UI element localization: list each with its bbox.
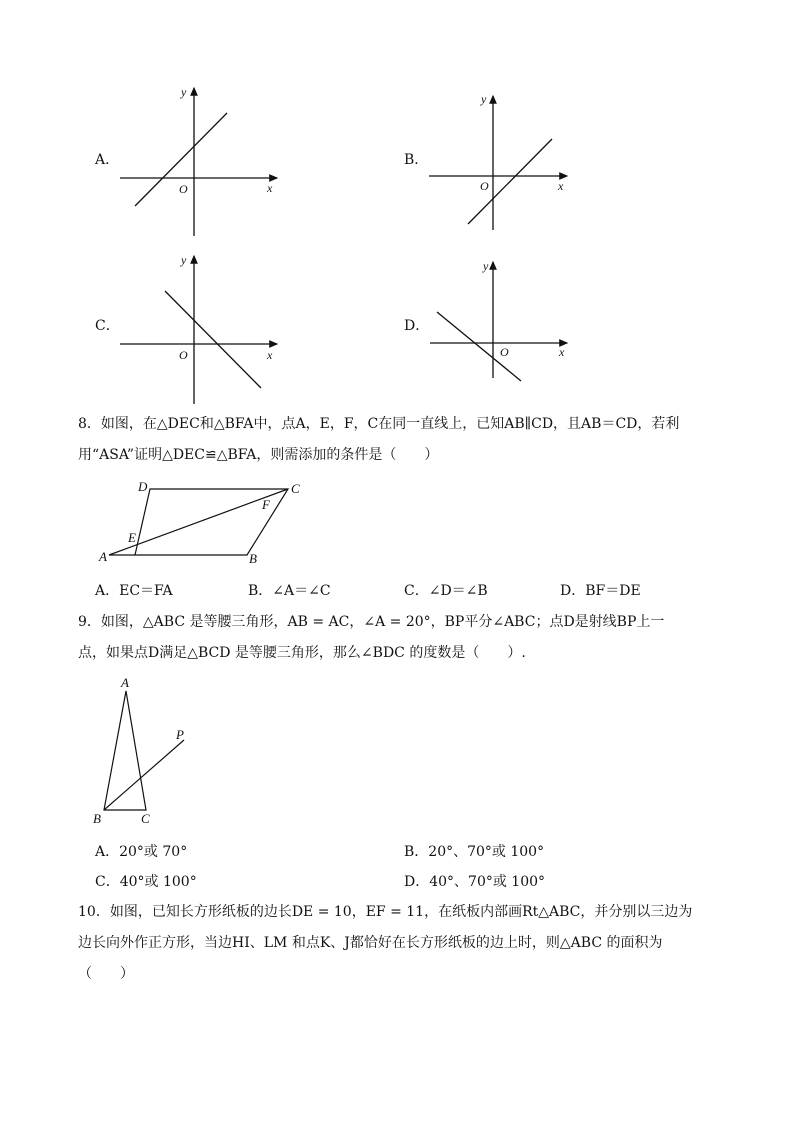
q9-text-line2: 点，如果点D满足△BCD 是等腰三角形，那么∠BDC 的度数是（ ）. xyxy=(78,645,526,661)
q10-text-line3: （ ） xyxy=(78,966,134,982)
q9-option-a: A．20°或 70° xyxy=(95,844,188,860)
q8-text-line2: 用“ASA”证明△DEC≌△BFA，则需添加的条件是（ ） xyxy=(78,447,439,463)
q7-graph-c xyxy=(115,252,285,407)
q7-option-b-label: B． xyxy=(404,152,429,168)
q9-option-c: C．40°或 100° xyxy=(95,874,197,890)
y-axis-label: y xyxy=(481,92,487,106)
q9-text-line1: 9．如图，△ABC 是等腰三角形，AB = AC，∠A = 20°，BP平分∠ABC；点D是射线BP上一 xyxy=(78,614,665,630)
q9-figure xyxy=(90,674,200,829)
q8-text-line1: 8．如图，在△DEC和△BFA中，点A，E，F，C在同一直线上，已知AB∥CD，且AB＝CD，若利 xyxy=(78,416,680,432)
q8-option-b: B．∠A＝∠C xyxy=(248,583,331,599)
graph-line xyxy=(165,291,261,388)
point-c-label: C xyxy=(291,481,300,496)
x-axis-label: x xyxy=(267,348,273,362)
point-a-label: A xyxy=(99,549,107,564)
x-axis-label: x xyxy=(559,345,565,359)
y-axis-label: y xyxy=(483,259,489,273)
q7-graph-d xyxy=(425,258,575,383)
q8-option-d: D．BF＝DE xyxy=(560,583,641,599)
origin-label: O xyxy=(480,179,489,193)
q8-figure xyxy=(95,478,315,568)
point-f-label: F xyxy=(262,497,270,512)
origin-label: O xyxy=(179,182,188,196)
q8-option-c: C．∠D＝∠B xyxy=(404,583,488,599)
y-axis-label: y xyxy=(181,253,187,267)
point-b-label: B xyxy=(93,811,101,826)
origin-label: O xyxy=(500,345,509,359)
x-axis-label: x xyxy=(267,181,273,195)
q7-graph-a xyxy=(115,82,285,242)
point-b-label: B xyxy=(249,551,257,566)
q7-option-a-label: A． xyxy=(95,152,120,168)
q7-option-d-label: D． xyxy=(404,318,430,334)
q10-text-line2: 边长向外作正方形，当边HI、LM 和点K、J都恰好在长方形纸板的边上时，则△ABC 的面积为 xyxy=(78,935,663,951)
q9-option-b: B．20°、70°或 100° xyxy=(404,844,545,860)
point-a-label: A xyxy=(121,675,129,690)
point-c-label: C xyxy=(141,811,150,826)
point-p-label: P xyxy=(176,727,184,742)
x-axis-label: x xyxy=(558,179,564,193)
y-axis-label: y xyxy=(181,85,187,99)
q8-option-a: A．EC＝FA xyxy=(95,583,173,599)
q9-option-d: D．40°、70°或 100° xyxy=(404,874,546,890)
q10-text-line1: 10．如图，已知长方形纸板的边长DE = 10，EF = 11，在纸板内部画Rt△ABC，并分别以三边为 xyxy=(78,904,693,920)
q7-option-c-label: C． xyxy=(95,318,120,334)
point-e-label: E xyxy=(128,530,136,545)
origin-label: O xyxy=(179,348,188,362)
point-d-label: D xyxy=(138,479,148,494)
q7-graph-b xyxy=(425,90,575,235)
